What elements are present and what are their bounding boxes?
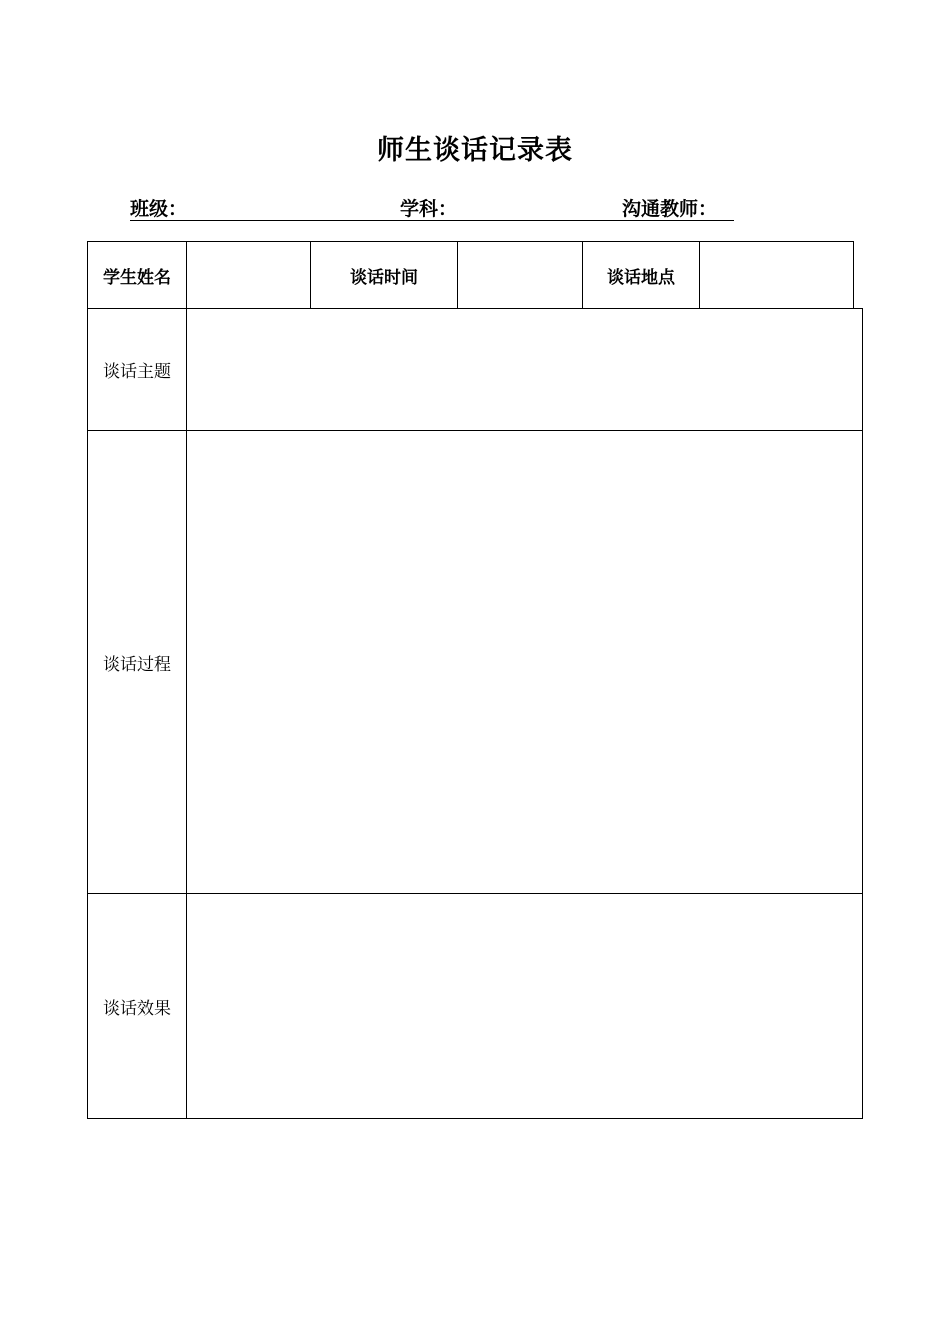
talk-place-field[interactable] bbox=[700, 242, 853, 308]
topic-field[interactable] bbox=[187, 309, 862, 430]
topic-label: 谈话主题 bbox=[103, 362, 171, 382]
student-name-label: 学生姓名 bbox=[103, 267, 171, 288]
talk-place-label: 谈话地点 bbox=[607, 267, 675, 288]
student-name-field[interactable] bbox=[187, 242, 310, 308]
class-label: 班级： bbox=[130, 198, 188, 220]
process-field[interactable] bbox=[187, 431, 862, 893]
talk-time-label: 谈话时间 bbox=[350, 267, 418, 288]
subject-label: 学科： bbox=[400, 198, 458, 220]
page-title: 师生谈话记录表 bbox=[377, 135, 573, 166]
teacher-label: 沟通教师： bbox=[622, 198, 718, 220]
effect-label: 谈话效果 bbox=[103, 998, 171, 1019]
talk-time-field[interactable] bbox=[458, 242, 582, 308]
process-label: 谈话过程 bbox=[103, 654, 171, 675]
effect-field[interactable] bbox=[187, 894, 862, 1118]
